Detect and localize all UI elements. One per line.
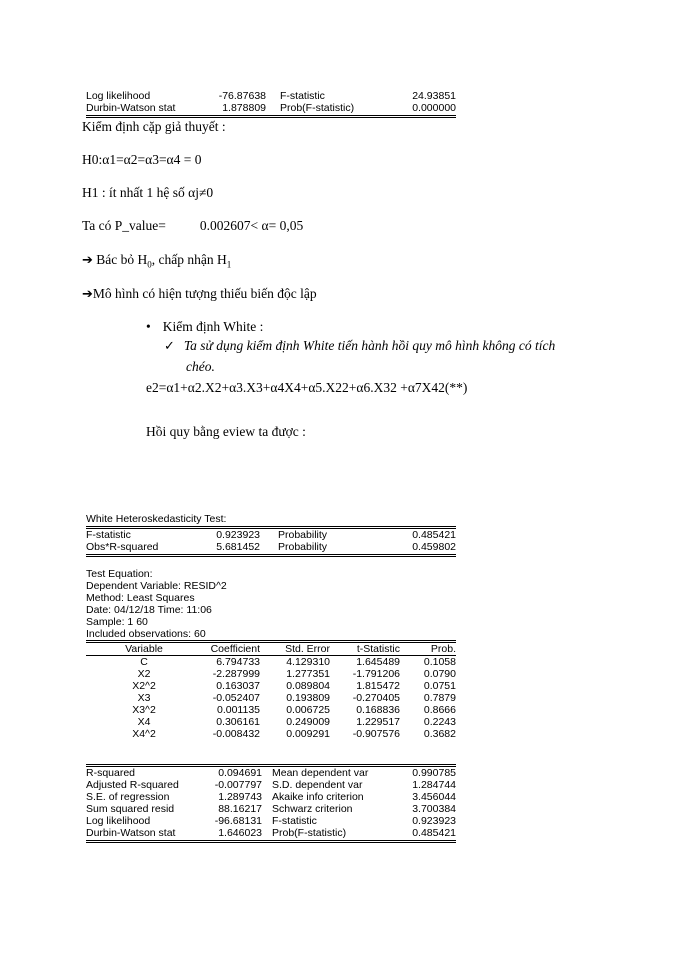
check-item-line2: chéo.	[186, 359, 215, 374]
table-row: Log likelihood -76.87638 F-statistic 24.93851	[86, 90, 456, 102]
table-row: Durbin-Watson stat 1.646023 Prob(F-statistic) 0.485421	[86, 827, 456, 843]
hypothesis-heading: Kiểm định cặp giả thuyết :	[82, 119, 226, 134]
checkmark-icon: ✓	[164, 339, 175, 354]
table-row: Log likelihood -96.68131 F-statistic 0.923923	[86, 815, 456, 827]
table-row: X2 -2.287999 1.277351 -1.791206 0.0790	[137, 668, 456, 680]
table-row: Obs*R-squared 5.681452 Probability 0.459802	[86, 541, 456, 557]
top-regression-table	[86, 90, 456, 118]
regression-equation: e2=α1+α2.X2+α3.X3+α4X4+α5.X22+α6.X32 +α7X42(**)	[146, 380, 468, 395]
white-test-bullet: • Kiểm định White :	[146, 319, 264, 334]
reject-line: ➔ Bác bỏ $H_0$, chấp nhận $H_1$	[82, 252, 232, 270]
white-test-title: White Heteroskedasticity Test:	[86, 513, 227, 525]
white-test-table	[86, 513, 456, 557]
table-header-row: Variable Coefficient Std. Error t-Statistic Prob.	[86, 643, 456, 656]
info-line: Date: 04/12/18 Time: 11:06	[86, 604, 212, 616]
info-line: Dependent Variable: RESID^2	[86, 580, 227, 592]
conclusion-line: ➔Mô hình có hiện tượng thiếu biến độc lập	[82, 286, 317, 302]
arrow-icon: ➔	[82, 253, 93, 268]
info-line: Included observations: 60	[86, 628, 206, 640]
null-hypothesis: H0:α1=α2=α3=α4 = 0	[82, 152, 202, 167]
table-row: R-squared 0.094691 Mean dependent var 0.990785	[86, 767, 456, 779]
table-row: C 6.794733 4.129310 1.645489 0.1058	[140, 656, 456, 668]
table-row: X4 0.306161 0.249009 1.229517 0.2243	[137, 716, 456, 728]
table-row: X2^2 0.163037 0.089804 1.815472 0.0751	[132, 680, 456, 692]
table-row: F-statistic 0.923923 Probability 0.485421	[86, 529, 456, 541]
bullet-icon: •	[146, 319, 151, 334]
p-value-line: Ta có P_value= 0.002607< α= 0,05	[82, 218, 304, 233]
table-row: X3 -0.052407 0.193809 -0.270405 0.7879	[137, 692, 456, 704]
arrow-icon: ➔	[82, 287, 93, 302]
test-equation-info	[86, 568, 456, 640]
eview-intro: Hồi quy bằng eview ta được :	[146, 424, 306, 439]
info-line: Method: Least Squares	[86, 592, 195, 604]
table-row: Adjusted R-squared -0.007797 S.D. dependent var 1.284744	[86, 779, 456, 791]
coefficient-table	[86, 640, 456, 740]
info-line: Test Equation:	[86, 568, 153, 580]
info-line: Sample: 1 60	[86, 616, 148, 628]
check-item-line1: ✓ Ta sử dụng kiểm định White tiến hành hồi quy mô hình không có tích	[164, 338, 556, 354]
table-row: X4^2 -0.008432 0.009291 -0.907576 0.3682	[132, 728, 456, 740]
table-row: S.E. of regression 1.289743 Akaike info criterion 3.456044	[86, 791, 456, 803]
table-row: X3^2 0.001135 0.006725 0.168836 0.8666	[132, 704, 456, 716]
summary-table	[86, 764, 456, 843]
table-row: Sum squared resid 88.16217 Schwarz criterion 3.700384	[86, 803, 456, 815]
table-row: Durbin-Watson stat 1.878809 Prob(F-statistic) 0.000000	[86, 102, 456, 118]
alternative-hypothesis: H1 : ít nhất 1 hệ số αj≠0	[82, 185, 214, 200]
